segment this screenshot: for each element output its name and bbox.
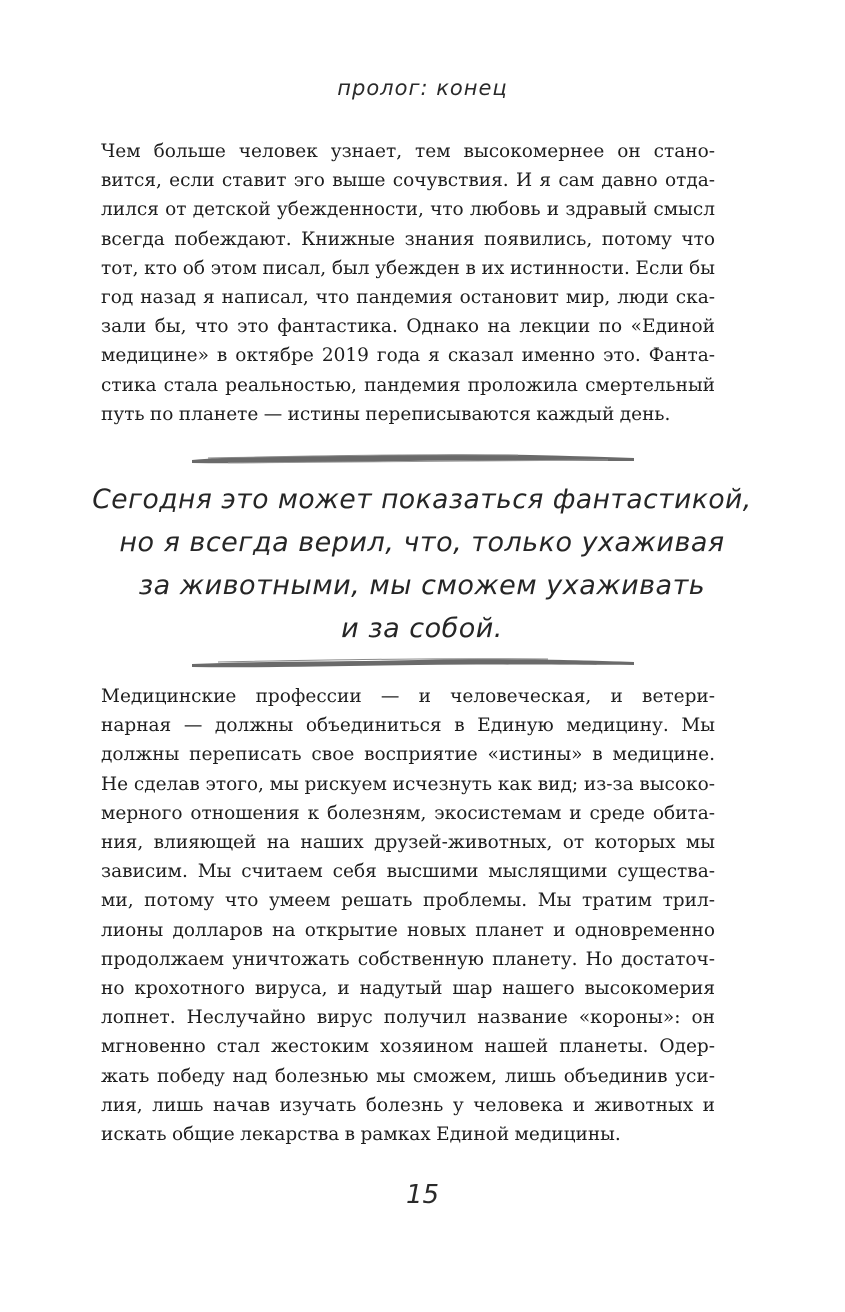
- brush-stroke-divider-top: [188, 449, 638, 469]
- page-number: 15: [405, 1180, 440, 1210]
- paragraph-line: должны переписать свое восприятие «истины» в медицине.: [101, 744, 715, 766]
- paragraph-line: ния, влияющей на наших друзей-животных, от которых мы: [101, 832, 715, 854]
- paragraph-line: стика стала реальностью, пандемия проложила смертельный: [101, 374, 715, 396]
- paragraph-line: лился от детской убежденности, что любовь и здравый смысл: [101, 199, 715, 221]
- paragraph-line: Не сделав этого, мы рискуем исчезнуть как вид; из-за высоко-: [101, 773, 715, 795]
- paragraph-line: искать общие лекарства в рамках Единой медицины.: [101, 1124, 621, 1146]
- running-title: пролог: конец: [337, 76, 508, 100]
- paragraph-line: но крохотного вируса, и надутый шар нашего высокомерия: [101, 978, 715, 1000]
- paragraph-line: вится, если ставит эго выше сочувствия. И я сам давно отда-: [101, 170, 715, 192]
- paragraph-line: жать победу над болезнью мы сможем, лишь объединив уси-: [101, 1065, 715, 1087]
- paragraph-line: тот, кто об этом писал, был убежден в их истинности. Если бы: [101, 257, 715, 279]
- quote-line: за животными, мы сможем ухаживать: [138, 570, 706, 601]
- paragraph-line: медицине» в октябре 2019 года я сказал именно это. Фанта-: [101, 345, 715, 367]
- paragraph-line: продолжаем уничтожать собственную планету. Но достаточ-: [101, 948, 715, 970]
- paragraph-line: Медицинские профессии — и человеческая, и ветери-: [101, 686, 715, 707]
- paragraph-line: нарная — должны объединиться в Единую медицину. Мы: [101, 715, 715, 737]
- paragraph-line: ми, потому что умеем решать проблемы. Мы тратим трил-: [101, 890, 715, 912]
- brush-stroke-divider-bottom: [188, 652, 638, 672]
- quote-line: Сегодня это может показаться фантастикой,: [92, 484, 752, 515]
- paragraph-line: год назад я написал, что пандемия остановит мир, люди ска-: [101, 287, 715, 309]
- paragraph-line: путь по планете — истины переписываются каждый день.: [101, 403, 671, 425]
- paragraph-line: зали бы, что это фантастика. Однако на лекции по «Единой: [101, 316, 715, 338]
- paragraph-line: лопнет. Неслучайно вирус получил название «короны»: он: [101, 1007, 715, 1029]
- paragraph-2: [101, 682, 715, 1149]
- paragraph-line: мгновенно стал жестоким хозяином нашей планеты. Одер-: [101, 1036, 715, 1058]
- quote-line: но я всегда верил, что, только ухаживая: [119, 527, 725, 558]
- paragraph-line: зависим. Мы считаем себя высшими мыслящими существа-: [101, 861, 715, 883]
- paragraph-line: Чем больше человек узнает, тем высокомернее он стано-: [101, 141, 715, 162]
- quote-line: и за собой.: [341, 613, 503, 644]
- paragraph-line: лия, лишь начав изучать болезнь у человека и животных и: [101, 1094, 715, 1116]
- paragraph-line: лионы долларов на открытие новых планет и одновременно: [101, 919, 715, 941]
- paragraph-1: [101, 137, 715, 429]
- paragraph-line: мерного отношения к болезням, экосистемам и среде обита-: [101, 802, 715, 824]
- pull-quote: [92, 478, 752, 650]
- paragraph-line: всегда побеждают. Книжные знания появились, потому что: [101, 228, 715, 250]
